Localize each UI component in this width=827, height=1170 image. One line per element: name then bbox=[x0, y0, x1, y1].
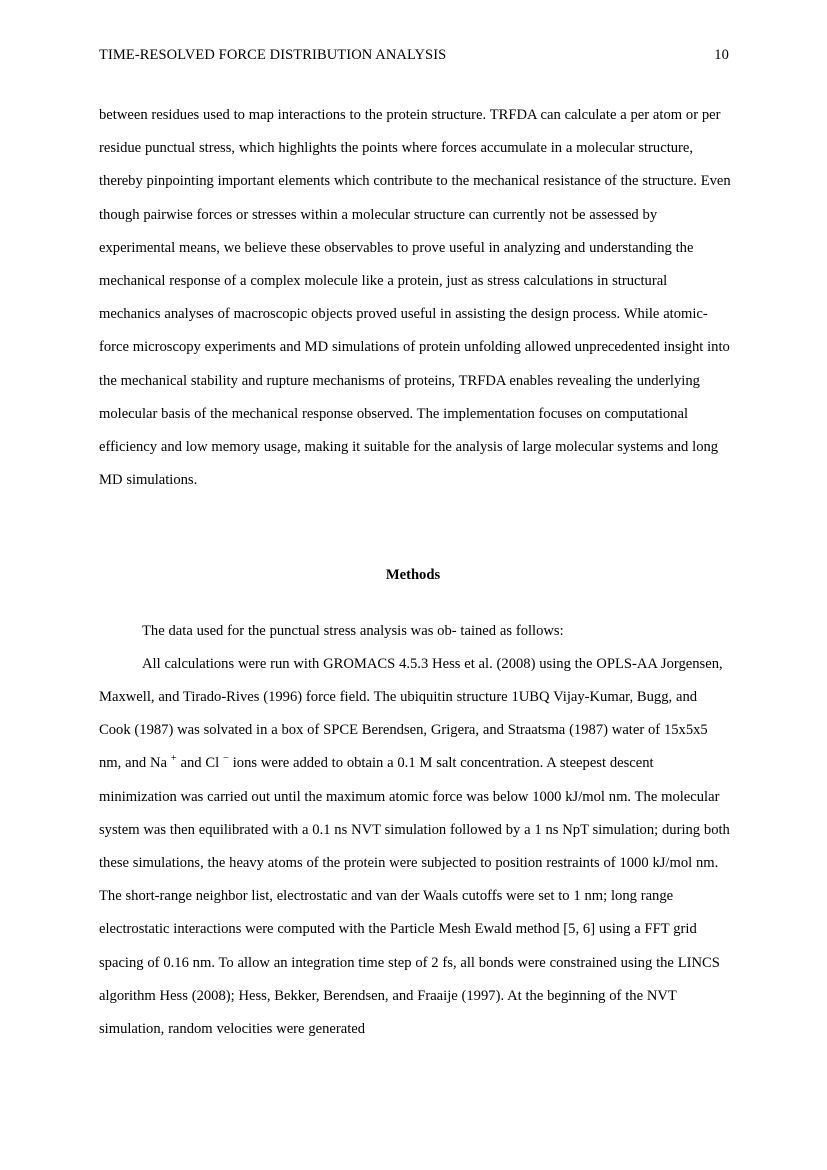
heading-bottom-spacer bbox=[99, 593, 731, 615]
running-head bbox=[99, 47, 729, 64]
paragraph-continued: between residues used to map interactions to the protein structure. TRFDA can calculate a per atom or per residue punctual stress, which highlights the points where forces accumulate in a molecular structure, thereby pinpointing important elements which contribute to the mechanical resistance of the structure. Even though pairwise forces or stresses within a molecular structure can currently not be assessed by experimental means, we believe these observables to prove useful in analyzing and understanding the mechanical response of a complex molecule like a protein, just as stress calculations in structural mechanics analyses of macroscopic objects proved useful in assisting the design process. While atomic-force microscopy experiments and MD simulations of protein unfolding allowed unprecedented insight into the mechanical stability and rupture mechanisms of proteins, TRFDA enables revealing the underlying molecular basis of the mechanical response observed. The implementation focuses on computational efficiency and low memory usage, making it suitable for the analysis of large molecular systems and long MD simulations. bbox=[99, 107, 731, 489]
paragraph-methods-intro: The data used for the punctual stress analysis was ob- tained as follows: bbox=[142, 622, 564, 639]
document-body bbox=[99, 99, 731, 1046]
methods-body-segment-1: All calculations were run with GROMACS 4.5.3 Hess et al. (2008) using the OPLS-AA Jorgensen, Maxwell, and Tirado-Rives (1996) force field. The ubiquitin structure 1UBQ Vijay-Kumar, Bugg, and Cook (1987) was solvated in a box of SPCE Berendsen, Grigera, and Straatsma (1987) water of 15x5x5 nm, and Na bbox=[99, 655, 723, 772]
paragraph-methods-body bbox=[99, 648, 731, 1046]
section-heading-methods: Methods bbox=[385, 567, 441, 584]
superscript-minus: − bbox=[223, 753, 229, 765]
page-number: 10 bbox=[714, 47, 729, 63]
heading-top-spacer bbox=[99, 497, 731, 559]
methods-body-segment-2: and Cl bbox=[180, 755, 220, 772]
superscript-plus: + bbox=[170, 753, 177, 765]
running-head-title: TIME-RESOLVED FORCE DISTRIBUTION ANALYSIS bbox=[99, 47, 447, 63]
methods-body-segment-3: ions were added to obtain a 0.1 M salt concentration. A steepest descent minimization was carried out until the maximum atomic force was below 1000 kJ/mol nm. The molecular system was then equilibrated with a 0.1 ns NVT simulation followed by a 1 ns NpT simulation; during both these simulations, the heavy atoms of the protein were subjected to position restraints of 1000 kJ/mol nm. The short-range neighbor list, electrostatic and van der Waals cutoffs were set to 1 nm; long range electrostatic interactions were computed with the Particle Mesh Ewald method [5, 6] using a FFT grid spacing of 0.16 nm. To allow an integration time step of 2 fs, all bonds were constrained using the LINCS algorithm Hess (2008); Hess, Bekker, Berendsen, and Fraaije (1997). At the beginning of the NVT simulation, random velocities were generated bbox=[99, 755, 730, 1038]
